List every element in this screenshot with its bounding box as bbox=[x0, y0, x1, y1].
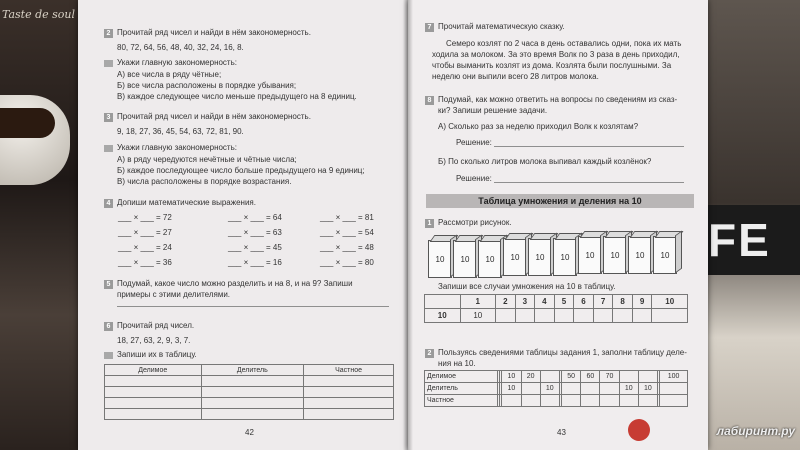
task-5-line-2: примеры с этими делителями. bbox=[117, 290, 231, 299]
story-line: ходила за молоком. За это время Волк по 3 раза в день приходил, bbox=[432, 50, 680, 59]
table-header-cell: 9 bbox=[632, 295, 652, 309]
table-header-cell: 7 bbox=[593, 295, 613, 309]
task-8-question-a: А) Сколько раз за неделю приходил Волк к козлятам? bbox=[438, 122, 639, 131]
background-poster-text: FE bbox=[700, 205, 800, 275]
table-cell bbox=[201, 398, 304, 409]
table-cell: 10 bbox=[502, 371, 521, 383]
table-cell bbox=[562, 395, 581, 407]
expression: ___ × ___ = 63 bbox=[228, 228, 282, 237]
task-2-series: 80, 72, 64, 56, 48, 40, 32, 24, 16, 8. bbox=[117, 43, 244, 52]
division-by-10-table bbox=[424, 370, 688, 407]
task-2-title: Прочитай ряд чисел и найди в нём закономерность. bbox=[117, 28, 311, 37]
row-label: Частное bbox=[425, 395, 498, 407]
table-cell bbox=[201, 409, 304, 420]
story-line: Семеро козлят по 2 часа в день оставались одни, пока их мать bbox=[446, 39, 682, 48]
task-number-5: 5 bbox=[104, 280, 113, 289]
table-header-cell: 6 bbox=[574, 295, 594, 309]
table-cell bbox=[638, 395, 657, 407]
task-5-line-1: Подумай, какое число можно разделить и на 8, и на 9? Запиши bbox=[117, 279, 353, 288]
cube-10 bbox=[628, 236, 652, 274]
table-cell: 10 bbox=[502, 383, 521, 395]
table-cell bbox=[660, 395, 688, 407]
table-cell bbox=[304, 409, 394, 420]
table-header-cell bbox=[425, 295, 461, 309]
expression: ___ × ___ = 48 bbox=[320, 243, 374, 252]
table-cell: 10 bbox=[638, 383, 657, 395]
cube-label: 10 bbox=[635, 251, 645, 260]
task-6-title: Прочитай ряд чисел. bbox=[117, 321, 195, 330]
table-cell: 20 bbox=[521, 371, 540, 383]
table-header: Частное bbox=[304, 365, 394, 376]
expression: ___ × ___ = 72 bbox=[118, 213, 172, 222]
table-cell bbox=[105, 376, 202, 387]
table-cell bbox=[632, 309, 652, 323]
answer-line bbox=[494, 182, 684, 183]
cube-label: 10 bbox=[485, 255, 495, 264]
cube-10 bbox=[603, 236, 627, 274]
expression: ___ × ___ = 24 bbox=[118, 243, 172, 252]
task-1-title: Рассмотри рисунок. bbox=[438, 218, 512, 227]
table-cell bbox=[574, 309, 594, 323]
task-2-line-2: ния на 10. bbox=[438, 359, 476, 368]
task-number-4: 4 bbox=[104, 199, 113, 208]
task-3-option-b: Б) каждое последующее число больше предыдущего на 9 единиц; bbox=[117, 166, 365, 175]
task-number-2: 2 bbox=[104, 29, 113, 38]
task-3-option-c: В) числа расположены в порядке возрастания. bbox=[117, 177, 292, 186]
table-cell bbox=[660, 383, 688, 395]
table-cell bbox=[304, 376, 394, 387]
task-2-option-b: Б) все числа расположены в порядке убывания; bbox=[117, 81, 297, 90]
task-4-title: Допиши математические выражения. bbox=[117, 198, 256, 207]
table-header-cell: 3 bbox=[515, 295, 535, 309]
page-number: 43 bbox=[557, 428, 566, 437]
table-cell bbox=[201, 376, 304, 387]
table-cell bbox=[619, 371, 638, 383]
table-cell: 60 bbox=[581, 371, 600, 383]
cube-10 bbox=[553, 238, 577, 276]
expression: ___ × ___ = 80 bbox=[320, 258, 374, 267]
cube-label: 10 bbox=[610, 251, 620, 260]
task-2-line-1: Пользуясь сведениями таблицы задания 1, заполни таблицу деле- bbox=[438, 348, 687, 357]
table-cell bbox=[521, 383, 540, 395]
book-gutter bbox=[403, 0, 413, 450]
task-2-subtitle: Укажи главную закономерность: bbox=[117, 58, 237, 67]
task-number-6: 6 bbox=[104, 322, 113, 331]
table-cell bbox=[581, 383, 600, 395]
story-line: неделю они выпили всего 28 литров молока. bbox=[432, 72, 599, 81]
table-cell: 10 bbox=[425, 309, 461, 323]
task-number-1: 1 bbox=[425, 219, 434, 228]
table-cell bbox=[593, 309, 613, 323]
task-3-subtitle: Укажи главную закономерность: bbox=[117, 143, 237, 152]
table-cell bbox=[619, 395, 638, 407]
expression: ___ × ___ = 45 bbox=[228, 243, 282, 252]
table-cell: 50 bbox=[562, 371, 581, 383]
table-cell: 10 bbox=[619, 383, 638, 395]
hint-icon bbox=[104, 352, 113, 359]
cube-10 bbox=[578, 236, 602, 274]
table-cell bbox=[201, 387, 304, 398]
table-cell bbox=[613, 309, 633, 323]
table-cell bbox=[581, 395, 600, 407]
task-8-line-1: Подумай, как можно ответить на вопросы по сведениям из сказ- bbox=[438, 95, 678, 104]
cube-label: 10 bbox=[560, 253, 570, 262]
table-cell: 10 bbox=[540, 383, 559, 395]
table-cell bbox=[554, 309, 574, 323]
answer-line bbox=[117, 306, 389, 307]
watermark: лабиринт.ру bbox=[716, 424, 795, 438]
table-header-cell: 2 bbox=[496, 295, 516, 309]
task-8-question-b: Б) По сколько литров молока выпивал каждый козлёнок? bbox=[438, 157, 652, 166]
table-cell bbox=[502, 395, 521, 407]
task-3-title: Прочитай ряд чисел и найди в нём закономерность. bbox=[117, 112, 311, 121]
table-cell bbox=[540, 395, 559, 407]
table-cell bbox=[521, 395, 540, 407]
table-header-cell: 1 bbox=[460, 295, 496, 309]
table-cell bbox=[600, 383, 619, 395]
table-cell bbox=[540, 371, 559, 383]
cube-10 bbox=[528, 238, 552, 276]
table-cell bbox=[105, 409, 202, 420]
table-cell bbox=[562, 383, 581, 395]
row-label: Делитель bbox=[425, 383, 498, 395]
cube-label: 10 bbox=[660, 251, 670, 260]
table-header-cell: 10 bbox=[652, 295, 688, 309]
task-6-series: 18, 27, 63, 2, 9, 3, 7. bbox=[117, 336, 191, 345]
task-number-2: 2 bbox=[425, 349, 434, 358]
page-number: 42 bbox=[245, 428, 254, 437]
table-cell bbox=[535, 309, 555, 323]
background-left bbox=[0, 0, 80, 450]
section-title: Таблица умножения и деления на 10 bbox=[426, 194, 694, 208]
table-cell bbox=[304, 387, 394, 398]
table-cell: 10 bbox=[460, 309, 496, 323]
cube-10 bbox=[653, 236, 677, 274]
table-cell bbox=[105, 387, 202, 398]
expression: ___ × ___ = 81 bbox=[320, 213, 374, 222]
row-label: Делимое bbox=[425, 371, 498, 383]
task-number-3: 3 bbox=[104, 113, 113, 122]
task-8-line-2: ки? Запиши решение задачи. bbox=[438, 106, 548, 115]
solution-label: Решение: bbox=[456, 138, 492, 147]
task-7-title: Прочитай математическую сказку. bbox=[438, 22, 565, 31]
table-header-cell: 5 bbox=[554, 295, 574, 309]
task-2-option-c: В) каждое следующее число меньше предыдущего на 8 единиц. bbox=[117, 92, 357, 101]
table-cell bbox=[652, 309, 688, 323]
expression: ___ × ___ = 64 bbox=[228, 213, 282, 222]
task-3-series: 9, 18, 27, 36, 45, 54, 63, 72, 81, 90. bbox=[117, 127, 244, 136]
labirint-logo-icon bbox=[628, 419, 650, 441]
table-cell bbox=[600, 395, 619, 407]
hint-icon bbox=[104, 145, 113, 152]
cube-10 bbox=[453, 240, 477, 278]
division-table bbox=[104, 364, 394, 420]
table-cell bbox=[304, 398, 394, 409]
task-1-subtitle: Запиши все случаи умножения на 10 в таблицу. bbox=[438, 282, 616, 291]
task-2-option-a: А) все числа в ряду чётные; bbox=[117, 70, 222, 79]
table-cell: 70 bbox=[600, 371, 619, 383]
cube-label: 10 bbox=[460, 255, 470, 264]
cube-10 bbox=[428, 240, 452, 278]
task-3-option-a: А) в ряду чередуются нечётные и чётные числа; bbox=[117, 155, 297, 164]
expression: ___ × ___ = 36 bbox=[118, 258, 172, 267]
table-header-cell: 4 bbox=[535, 295, 555, 309]
task-number-8: 8 bbox=[425, 96, 434, 105]
hint-icon bbox=[104, 60, 113, 67]
cube-10 bbox=[503, 238, 527, 276]
solution-label: Решение: bbox=[456, 174, 492, 183]
table-cell bbox=[496, 309, 516, 323]
cube-label: 10 bbox=[510, 253, 520, 262]
cube-10 bbox=[478, 240, 502, 278]
task-6-subtitle: Запиши их в таблицу. bbox=[117, 350, 197, 359]
table-cell: 100 bbox=[660, 371, 688, 383]
cube-label: 10 bbox=[535, 253, 545, 262]
cube-label: 10 bbox=[435, 255, 445, 264]
table-header-cell: 8 bbox=[613, 295, 633, 309]
table-header: Делимое bbox=[105, 365, 202, 376]
cube-label: 10 bbox=[585, 251, 595, 260]
coffee-image bbox=[0, 108, 55, 138]
expression: ___ × ___ = 16 bbox=[228, 258, 282, 267]
background-decor-text: Taste de soul bbox=[2, 8, 76, 21]
multiplication-table bbox=[424, 294, 688, 323]
table-header: Делитель bbox=[201, 365, 304, 376]
table-cell bbox=[105, 398, 202, 409]
story-line: чтобы выманить козлят из дома. Козлята были послушными. За bbox=[432, 61, 672, 70]
expression: ___ × ___ = 54 bbox=[320, 228, 374, 237]
table-cell bbox=[515, 309, 535, 323]
answer-line bbox=[494, 146, 684, 147]
task-number-7: 7 bbox=[425, 23, 434, 32]
table-cell bbox=[638, 371, 657, 383]
expression: ___ × ___ = 27 bbox=[118, 228, 172, 237]
